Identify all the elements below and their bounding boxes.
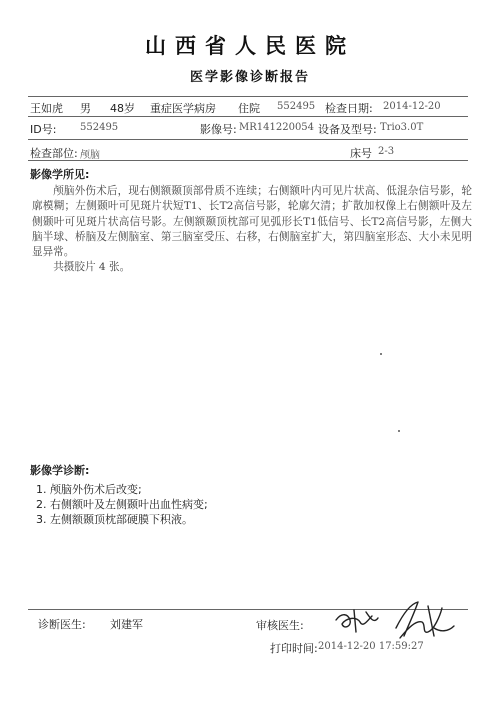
findings-film-count: 共摄胶片 4 张。 [53,261,131,274]
scan-speck [380,353,382,355]
diagnosis-item: 2. 右侧额叶及左侧颞叶出血性病变; [36,498,208,511]
reviewing-doctor-label: 审核医生: [256,619,304,632]
print-time: 2014-12-20 17:59:27 [318,641,424,652]
diagnosis-item: 3. 左侧额颞顶枕部硬膜下积液。 [36,513,193,526]
diagnosis-item: 1. 颅脑外伤术后改变; [36,483,142,496]
image-number-label: 影像号: [200,123,237,136]
bed-label: 床号 [350,147,372,160]
visit-type: 住院 [238,102,260,115]
bed-number: 2-3 [378,146,395,157]
exam-part: 颅脑 [80,150,100,161]
diagnosis-title: 影像学诊断: [30,464,90,477]
report-title: 医学影像诊断报告 [189,70,310,85]
device-label: 设备及型号: [318,123,377,136]
findings-paragraph: 颅脑外伤术后，现右侧额颞顶部骨质不连续；右侧额叶内可见片状高、低混杂信号影，轮廓模糊；左侧颞叶可见斑片状短T1、长T2高信号影，轮廓欠清；扩散加权像上右侧额叶及左侧颞叶可见斑片状高信号影。左侧额颞顶枕部可见弧形长T1低信号、长T2高信号影，左侧大脑半球、桥脑及左侧脑室、第三脑室受压、右移，右侧脑室扩大，第四脑室形态、大小未见明显异常。 [32,185,472,259]
exam-date: 2014-12-20 [383,101,441,112]
diagnosing-doctor-label: 诊断医生: [38,618,86,631]
id-value: 552495 [80,122,119,133]
patient-name: 王如虎 [30,102,63,115]
diagnosing-doctor-name: 刘建军 [110,618,143,631]
divider [28,139,468,140]
findings-body [32,184,472,276]
device-model: Trio3.0T [380,122,424,133]
divider [28,116,468,117]
diagnosis-list [36,482,208,527]
patient-age: 48岁 [110,102,135,115]
id-label: ID号: [30,123,57,136]
print-time-label: 打印时间: [270,642,318,655]
patient-ward: 重症医学病房 [150,102,216,115]
scan-speck [398,430,400,432]
divider [28,160,468,161]
patient-sex: 男 [80,102,91,115]
image-number: MR141220054 [239,122,315,133]
divider [28,96,468,97]
findings-title: 影像学所见: [30,168,90,181]
hospital-name: 山西省人民医院 [145,33,355,58]
exam-date-label: 检查日期: [325,102,373,115]
visit-number: 552495 [277,101,316,112]
exam-part-label: 检查部位: [30,147,78,160]
